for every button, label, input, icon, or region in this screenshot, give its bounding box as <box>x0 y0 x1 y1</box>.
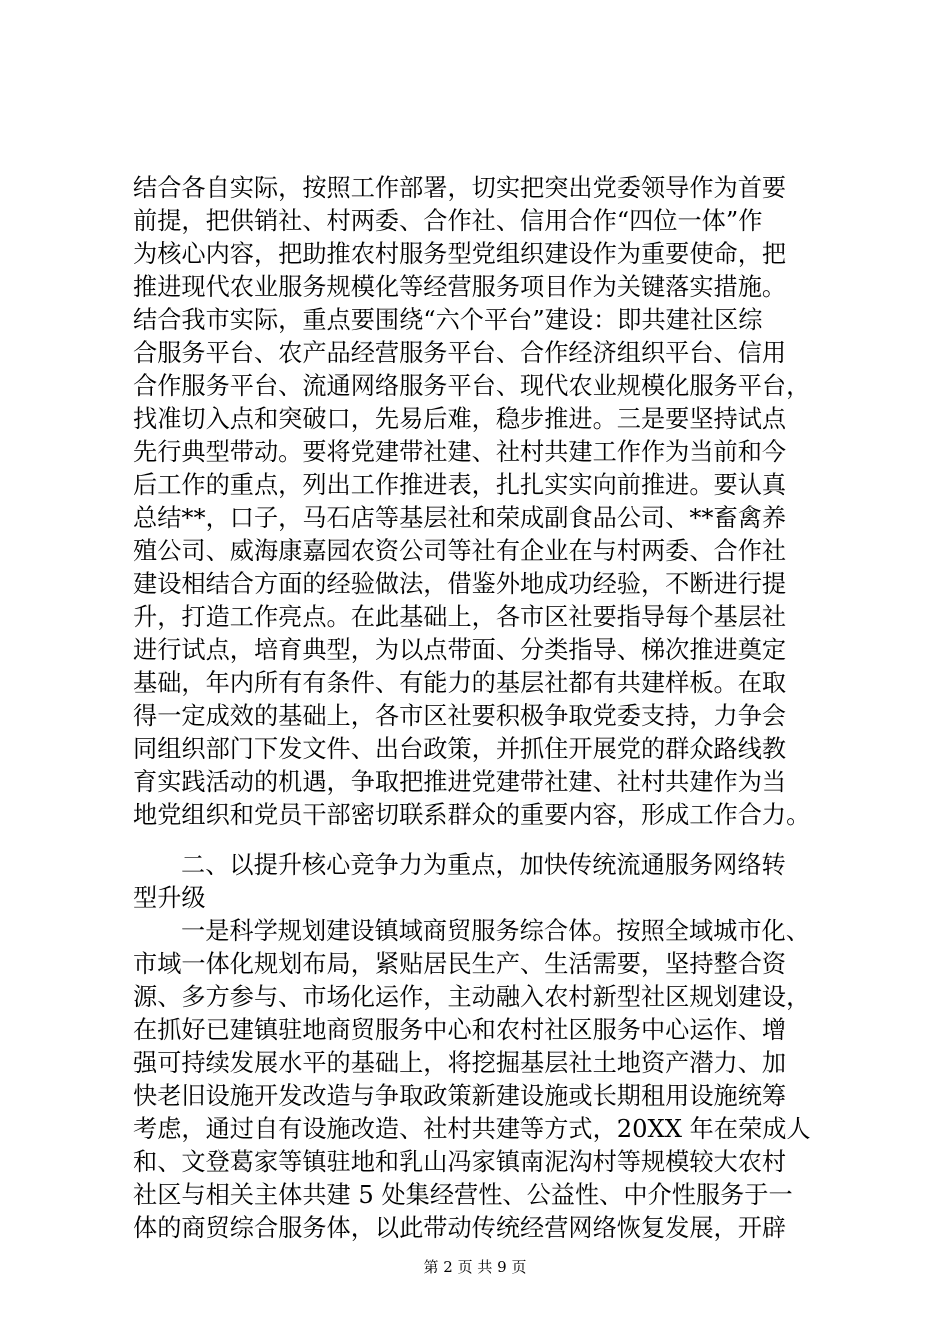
paragraph-commerce-complex <box>133 915 833 1245</box>
text-line: 合服务平台、农产品经营服务平台、合作经济组织平台、信用 <box>133 339 787 367</box>
text-line: 升，打造工作亮点。在此基础上，各市区社要指导每个基层社 <box>133 603 787 631</box>
text-line: 地党组织和党员干部密切联系群众的重要内容，形成工作合力。 <box>133 801 811 829</box>
text-line: 殖公司、威海康嘉园农资公司等社有企业在与村两委、合作社 <box>133 537 787 565</box>
text-line: 结合各自实际，按照工作部署，切实把突出党委领导作为首要 <box>133 174 787 202</box>
text-line: 后工作的重点，列出工作推进表，扎扎实实向前推进。要认真 <box>133 471 787 499</box>
text-line: 育实践活动的机遇，争取把推进党建带社建、社村共建作为当 <box>133 768 787 796</box>
paragraph-spacer <box>133 832 833 849</box>
paragraph-party-building <box>133 172 833 832</box>
page-number-footer: 第 2 页 共 9 页 <box>423 1258 527 1276</box>
text-line: 和、文登葛家等镇驻地和乳山冯家镇南泥沟村等规模较大农村 <box>133 1148 787 1176</box>
text-line: 前提，把供销社、村两委、合作社、信用合作“四位一体”作 <box>133 207 763 235</box>
text-line: 在抓好已建镇驻地商贸服务中心和农村社区服务中心运作、增 <box>133 1016 787 1044</box>
text-line: 进行试点，培育典型，为以点带面、分类指导、梯次推进奠定 <box>133 636 787 664</box>
text-line: 建设相结合方面的经验做法，借鉴外地成功经验，不断进行提 <box>133 570 787 598</box>
text-line: 为核心内容，把助推农村服务型党组织建设作为重要使命，把 <box>133 240 787 268</box>
text-line: 源、多方参与、市场化运作，主动融入农村新型社区规划建设， <box>133 983 811 1011</box>
text-line: 体的商贸综合服务体，以此带动传统经营网络恢复发展，开辟 <box>133 1214 787 1242</box>
text-line: 一是科学规划建设镇域商贸服务综合体。按照全域城市化、 <box>181 917 810 945</box>
document-body <box>133 172 833 1245</box>
text-line: 找准切入点和突破口，先易后难，稳步推进。三是要坚持试点 <box>133 405 787 433</box>
text-line: 强可持续发展水平的基础上，将挖掘基层社土地资产潜力、加 <box>133 1049 787 1077</box>
text-line: 社区与相关主体共建 5 处集经营性、公益性、中介性服务于一 <box>133 1181 793 1209</box>
text-line: 同组织部门下发文件、出台政策，并抓住开展党的群众路线教 <box>133 735 787 763</box>
text-line: 推进现代农业服务规模化等经营服务项目作为关键落实措施。 <box>133 273 787 301</box>
text-line: 基础，年内所有有条件、有能力的基层社都有共建样板。在取 <box>133 669 787 697</box>
text-line: 合作服务平台、流通网络服务平台、现代农业规模化服务平台， <box>133 372 811 400</box>
text-line: 市域一体化规划布局，紧贴居民生产、生活需要，坚持整合资 <box>133 950 787 978</box>
text-line: 考虑，通过自有设施改造、社村共建等方式，20XX 年在荣成人 <box>133 1115 811 1143</box>
text-line: 得一定成效的基础上，各市区社要积极争取党委支持，力争会 <box>133 702 787 730</box>
section-heading <box>133 849 833 915</box>
text-line: 先行典型带动。要将党建带社建、社村共建工作作为当前和今 <box>133 438 787 466</box>
text-line: 总结**，口子，马石店等基层社和荣成副食品公司、**畜禽养 <box>133 504 787 532</box>
heading-line: 二、以提升核心竞争力为重点，加快传统流通服务网络转 <box>181 851 786 879</box>
text-line: 快老旧设施开发改造与争取政策新建设施或长期租用设施统筹 <box>133 1082 787 1110</box>
text-line: 结合我市实际，重点要围绕“六个平台”建设：即共建社区综 <box>133 306 763 334</box>
heading-line: 型升级 <box>133 884 206 912</box>
